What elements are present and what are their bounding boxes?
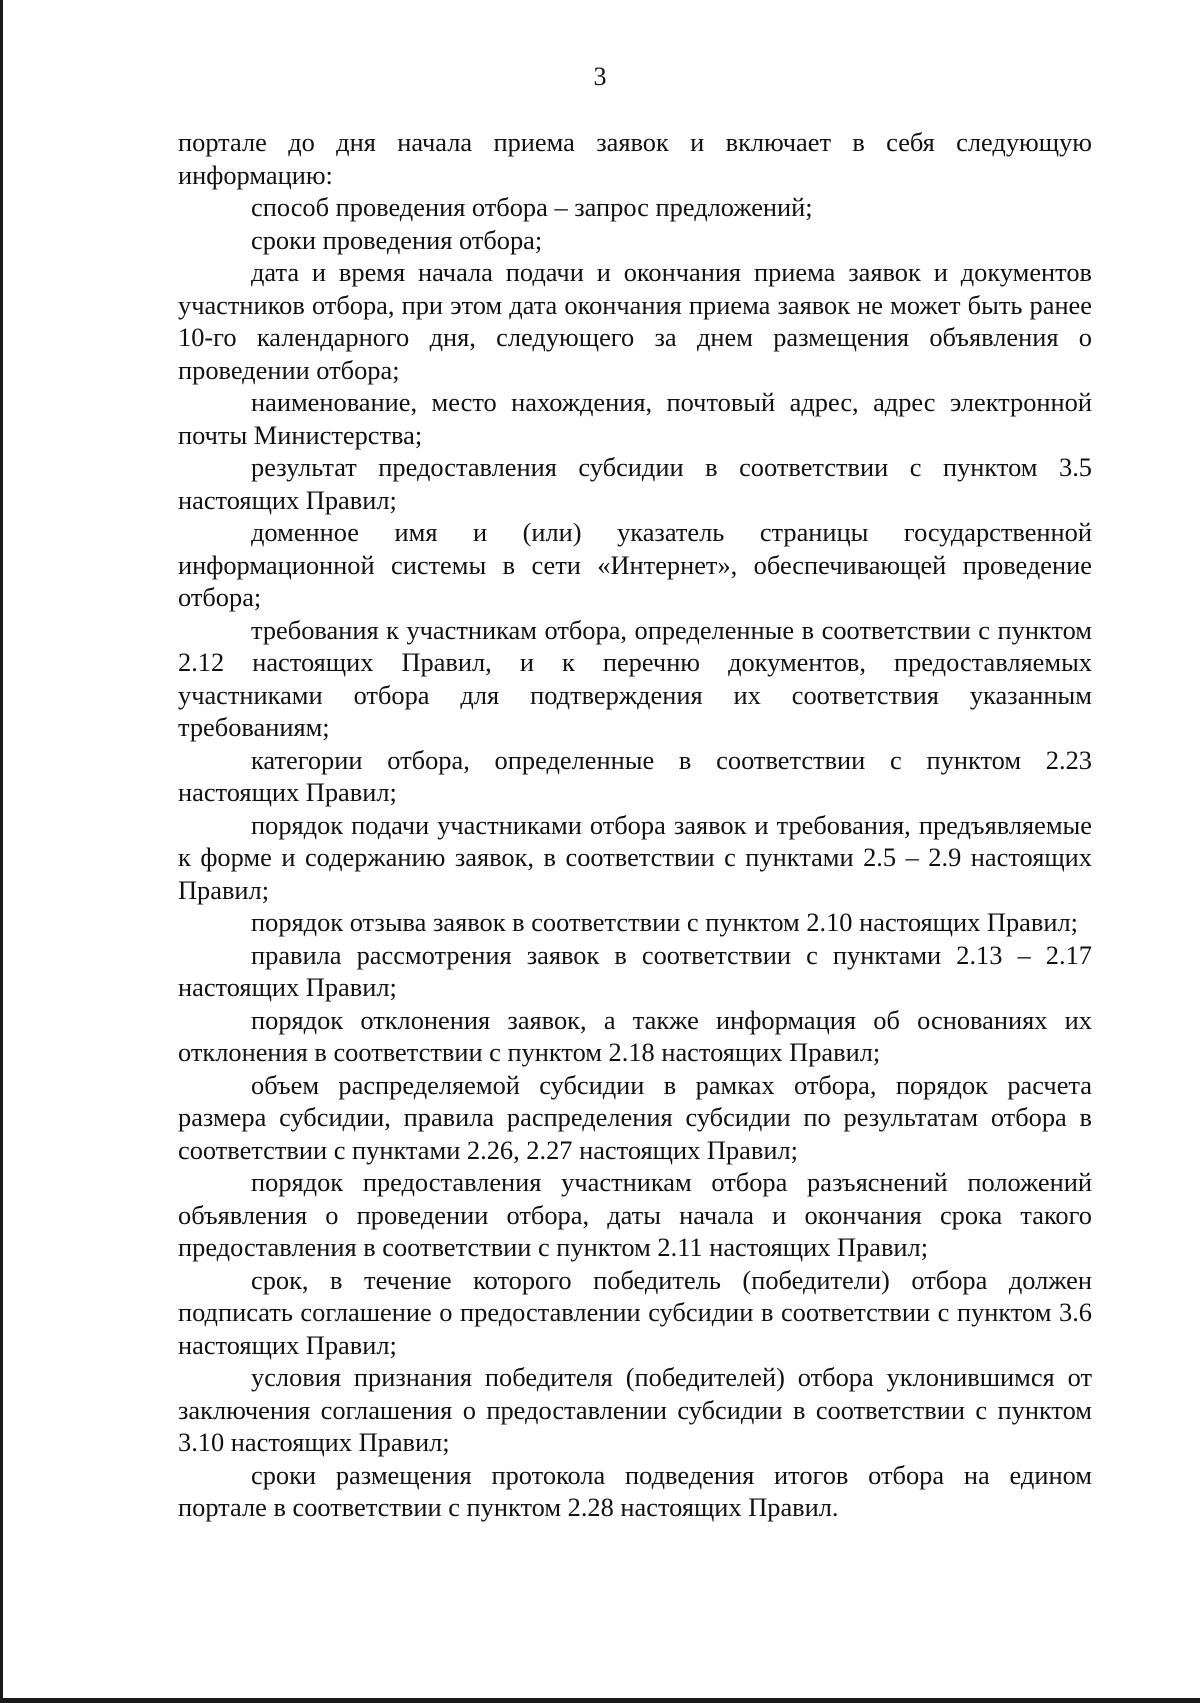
list-item: правила рассмотрения заявок в соответствии с пунктами 2.13 – 2.17 настоящих Правил; [178,939,1092,1002]
list-item: требования к участникам отбора, определенные в соответствии с пунктом 2.12 настоящих Правил, и к перечню документов, предоставляемых участниками отбора для подтверждения их соответствия указанным требованиям; [178,614,1092,742]
list-item: наименование, место нахождения, почтовый адрес, адрес электронной почты Министерства; [178,387,1092,450]
list-item: порядок предоставления участникам отбора разъяснений положений объявления о проведении отбора, даты начала и окончания срока такого предоставления в соответствии с пунктом 2.11 настоящих Правил; [178,1167,1092,1262]
list-item: порядок отзыва заявок в соответствии с пунктом 2.10 настоящих Правил; [251,907,1078,937]
scan-left-edge [0,0,3,1703]
scan-bottom-edge [0,1698,1200,1703]
list-item: условия признания победителя (победителей) отбора уклонившимся от заключения соглашения о предоставлении субсидии в соответствии с пунктом 3.10 настоящих Правил; [178,1362,1092,1457]
list-item: сроки размещения протокола подведения итогов отбора на едином портале в соответствии с пунктом 2.28 настоящих Правил. [178,1459,1092,1522]
list-item: дата и время начала подачи и окончания приема заявок и документов участников отбора, при этом дата окончания приема заявок не может быть ранее 10-го календарного дня, следующего за днем размещения объявления о проведении отбора; [178,257,1092,385]
list-item: сроки проведения отбора; [251,224,543,255]
lead-paragraph: портале до дня начала приема заявок и включает в себя следующую информацию: [178,127,1092,190]
list-item: доменное имя и (или) указатель страницы государственной информационной системы в сети «Интернет», обеспечивающей проведение отбора; [178,517,1092,612]
document-body [178,126,1092,1524]
list-item: объем распределяемой субсидии в рамках отбора, порядок расчета размера субсидии, правила распределения субсидии по результатам отбора в соответствии с пунктами 2.26, 2.27 настоящих Правил; [178,1069,1092,1165]
list-item: категории отбора, определенные в соответствии с пунктом 2.23 настоящих Правил; [178,744,1092,807]
list-item: порядок подачи участниками отбора заявок и требования, предъявляемые к форме и содержанию заявок, в соответствии с пунктами 2.5 – 2.9 настоящих Правил; [178,809,1092,905]
list-item: порядок отклонения заявок, а также информация об основаниях их отклонения в соответствии с пунктом 2.18 настоящих Правил; [178,1004,1092,1067]
page-number: 3 [593,62,607,91]
list-item: способ проведения отбора – запрос предложений; [251,192,813,222]
list-item: срок, в течение которого победитель (победители) отбора должен подписать соглашение о предоставлении субсидии в соответствии с пунктом 3.6 настоящих Правил; [178,1264,1092,1360]
list-item: результат предоставления субсидии в соответствии с пунктом 3.5 настоящих Правил; [178,452,1092,515]
